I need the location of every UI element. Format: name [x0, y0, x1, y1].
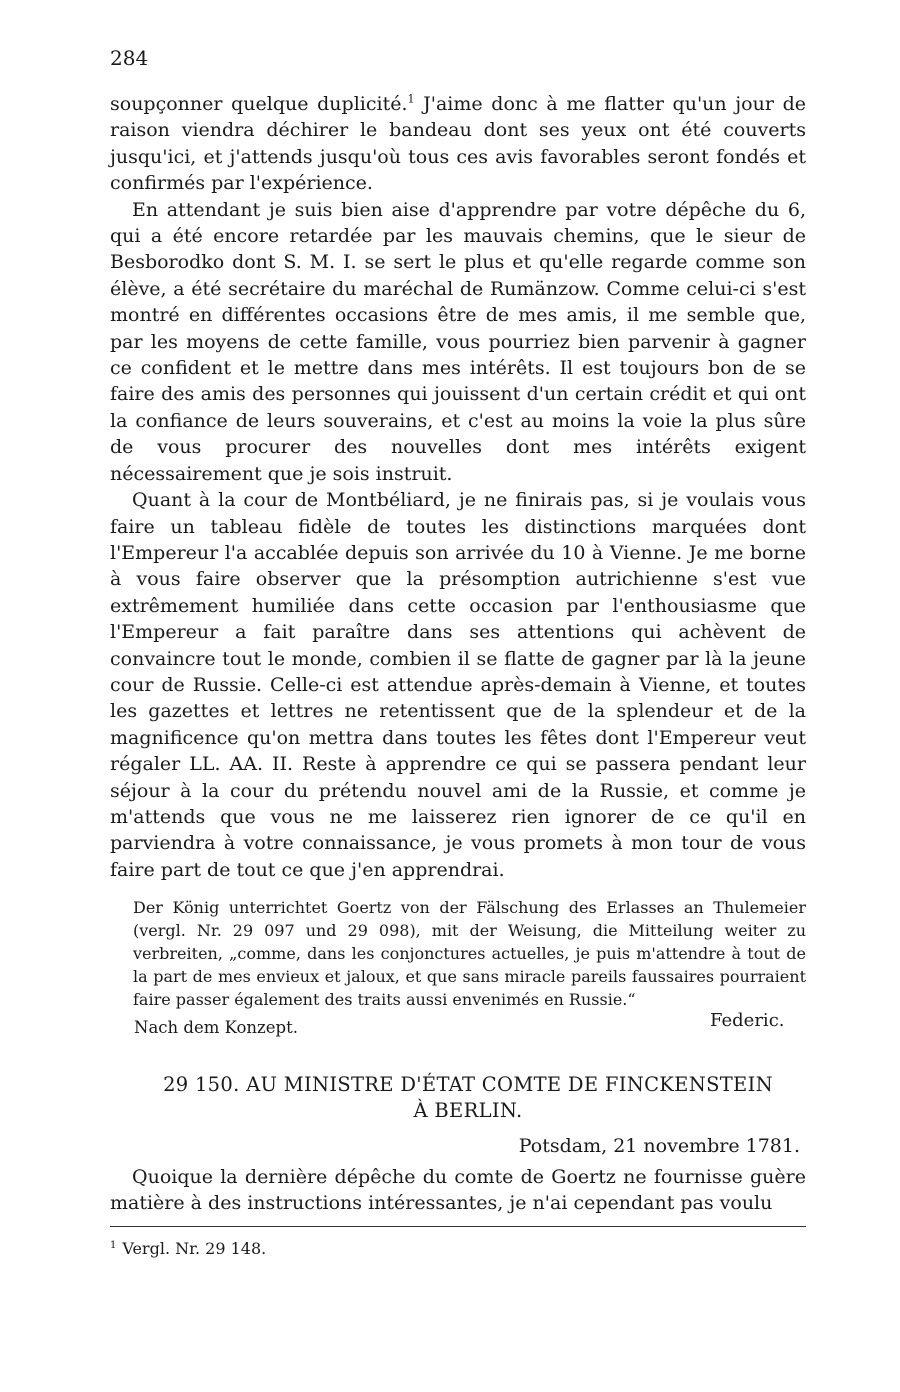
footnote-reference: 1	[407, 92, 415, 106]
footnote-divider	[110, 1226, 806, 1227]
letter-opening-text: Quoique la dernière dépêche du comte de Goertz ne fournisse guère matière à des instructions intéressantes, je n'ai cependant pas voulu	[110, 1166, 806, 1215]
footnote-mark: 1	[110, 1239, 117, 1251]
footnote-text: Vergl. Nr. 29 148.	[122, 1239, 267, 1258]
paragraph-2: En attendant je suis bien aise d'apprendre par votre dépêche du 6, qui a été encore retardée par les mauvais chemins, que le sieur de Besborodko dont S. M. I. se sert le plus et qu'elle regarde comme son élève, a été secrétaire du maréchal de Rumänzow. Comme celui-ci s'est montré en différentes occasions être de mes amis, il me semble que, par les moyens de cette famille, vous pourriez bien parvenir à gagner ce confident et le mettre dans mes intérêts. Il est toujours bon de se faire des amis des personnes qui jouissent d'un certain crédit et qui ont la confiance de leurs souverains, et c'est au moins la voie la plus sûre de vous procurer des nouvelles dont mes intérêts exigent nécessairement que je sois instruit.	[110, 198, 806, 485]
paragraph-3: Quant à la cour de Montbéliard, je ne finirais pas, si je voulais vous faire un tableau fidèle de toutes les distinctions marquées dont l'Empereur l'a accablée depuis son arrivée du 10 à Vienne. Je me borne à vous faire observer que la présomption autrichienne s'est vue extrêmement humiliée dans cette occasion par l'enthousiasme que l'Empereur a fait paraître dans ses attentions qui achèvent de convaincre tout le monde, combien il se flatte de gagner par là la jeune cour de Russie. Celle-ci est attendue après-demain à Vienne, et toutes les gazettes et lettres ne retentissent que de la splendeur et de la magnificence qu'on mettra dans toutes les fêtes dont l'Empereur veut régaler LL. AA. II. Reste à apprendre ce qui se passera pendant leur séjour à la cour du prétendu nouvel ami de la Russie, et comme je m'attends que vous ne me laisserez rien ignorer de ce qu'il en parviendra à votre connaissance, je vous promets à mon tour de vous faire part de tout ce que j'en apprendrai.	[110, 489, 806, 881]
dateline: Potsdam, 21 novembre 1781.	[518, 1135, 800, 1157]
letter-opening	[110, 1164, 806, 1217]
signature: Federic.	[710, 1010, 785, 1031]
letter-heading-line-2: À BERLIN.	[413, 1099, 523, 1122]
paragraph-1-rest: J'aime donc à me flatter qu'un jour de raison viendra déchirer le bandeau dont ses yeux ont été couverts jusqu'ici, et j'attends jusqu'où tous ces avis favorables seront fondés et confirmés par l'expérience.	[110, 93, 806, 195]
footnote	[110, 1238, 266, 1260]
editorial-note: Der König unterrichtet Goertz von der Fälschung des Erlasses an Thulemeier (vergl. Nr. 29 097 und 29 098), mit der Weisung, die Mitteilung weiter zu verbreiten, „comme, dans les conjonctures actuelles, je puis m'attendre à tout de la part de mes envieux et jaloux, et que sans miracle pareils faussaires pourraient faire passer également des traits aussi envenimés en Russie.“	[133, 898, 806, 1009]
page-number: 284	[110, 46, 149, 70]
letter-heading-line-1: 29 150. AU MINISTRE D'ÉTAT COMTE DE FINCKENSTEIN	[163, 1073, 773, 1096]
paragraph-1	[110, 91, 806, 197]
paragraph-1-start: soupçonner quelque duplicité.	[110, 93, 408, 115]
source-note: Nach dem Konzept.	[134, 1018, 298, 1037]
letter-heading	[132, 1072, 804, 1124]
main-text	[110, 91, 806, 883]
